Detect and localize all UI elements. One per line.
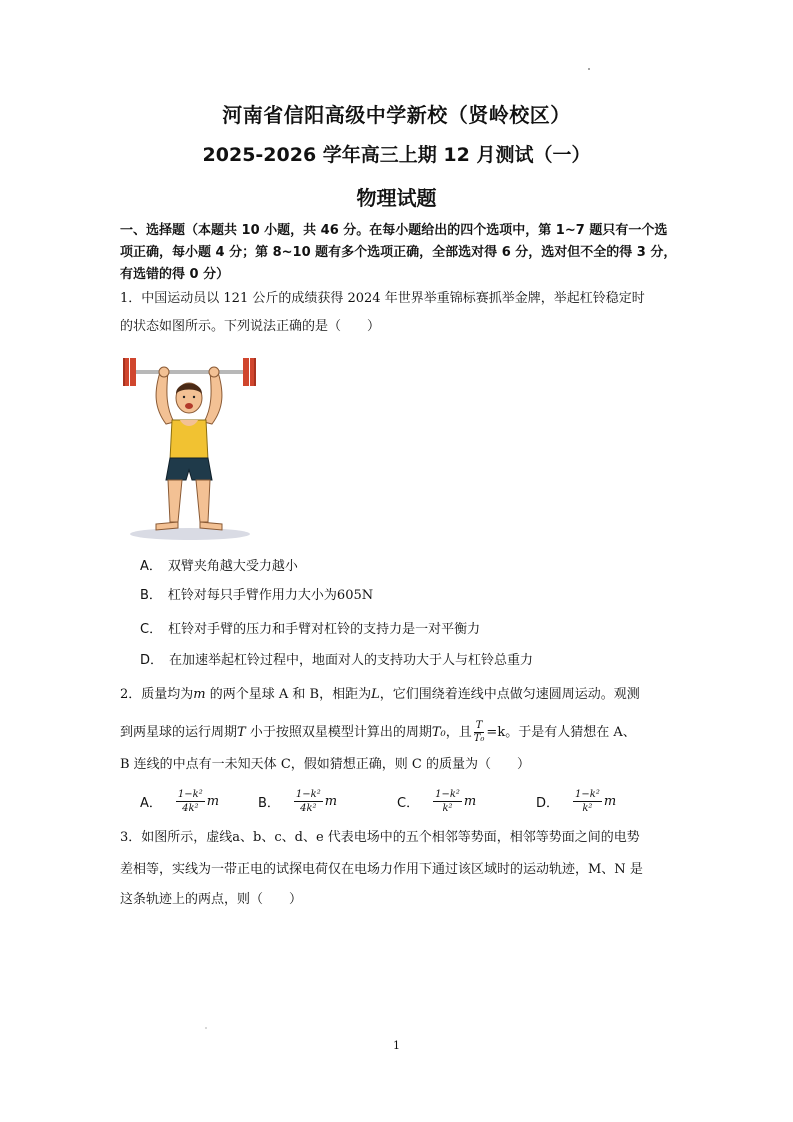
option-letter: C． bbox=[397, 796, 420, 811]
fraction-numerator: 1−k² bbox=[435, 789, 460, 800]
var-T: T bbox=[237, 725, 246, 740]
q2-option-b[interactable] bbox=[258, 788, 337, 815]
subject-title: 物理试题 bbox=[356, 186, 437, 210]
q2-text: =k。于是有人猜想在 A、 bbox=[486, 725, 636, 740]
option-letter: B． bbox=[140, 588, 162, 603]
var-L: L bbox=[371, 687, 380, 702]
option-mass-symbol: m bbox=[603, 794, 617, 809]
q2-option-c[interactable] bbox=[397, 788, 476, 815]
q1-option-c[interactable] bbox=[140, 620, 480, 640]
fraction-numerator: 1−k² bbox=[295, 789, 321, 800]
option-letter: A． bbox=[140, 796, 162, 811]
option-fraction bbox=[433, 788, 462, 815]
option-fraction bbox=[573, 788, 602, 815]
scan-speck bbox=[588, 68, 590, 70]
q2-text: 到两星球的运行周期 bbox=[120, 725, 238, 740]
q1-option-a[interactable] bbox=[140, 557, 298, 577]
q2-text: 的两个星球 A 和 B，相距为 bbox=[205, 687, 372, 702]
option-text: 杠铃对手臂的压力和手臂对杠铃的支持力是一对平衡力 bbox=[168, 622, 481, 637]
q3-stem-line2: 差相等，实线为一带正电的试探电荷仅在电场力作用下通过该区域时的运动轨迹，M、N 是 bbox=[120, 862, 643, 877]
option-mass-symbol: m bbox=[324, 794, 338, 809]
option-letter: A． bbox=[140, 559, 162, 574]
fraction-denominator: 4k² bbox=[300, 803, 317, 814]
school-title: 河南省信阳高级中学新校（贤岭校区） bbox=[222, 103, 571, 127]
fraction-denominator: k² bbox=[442, 803, 453, 814]
section-instructions: 一、选择题（本题共 10 小题，共 46 分。在每小题给出的四个选项中，第 1~7 题只有一个选项正确，每小题 4 分；第 8~10 题有多个选项正确，全部选对得 6 分，选对但不全的得 3 分，有选错的得 0 分） bbox=[120, 223, 677, 282]
q3-stem-line1: 3．如图所示，虚线a、b、c、d、e 代表电场中的五个相邻等势面，相邻等势面之间的电势 bbox=[120, 830, 640, 845]
q1-option-b[interactable] bbox=[140, 586, 373, 606]
fraction-denominator: T₀ bbox=[473, 733, 485, 744]
q2-text: 小于按照双星模型计算出的周期 bbox=[245, 725, 432, 740]
weightlifter-illustration bbox=[120, 352, 260, 544]
option-mass-symbol: m bbox=[463, 794, 477, 809]
option-text: 双臂夹角越大受力越小 bbox=[167, 559, 298, 574]
fraction-denominator: k² bbox=[582, 803, 593, 814]
q1-stem-line2: 的状态如图所示。下列说法正确的是（ ） bbox=[120, 319, 381, 334]
q1-option-d[interactable] bbox=[140, 651, 533, 671]
exam-title: 2025-2026 学年高三上期 12 月测试（一） bbox=[202, 144, 591, 166]
q2-stem-line2 bbox=[120, 718, 680, 748]
q1-stem-line1: 1．中国运动员以 121 公斤的成绩获得 2024 年世界举重锦标赛抓举金牌，举起杠铃稳定时 bbox=[120, 291, 645, 306]
q3-stem-line3: 这条轨迹上的两点，则（ ） bbox=[120, 892, 303, 907]
q2-text: ，且 bbox=[445, 725, 472, 740]
scan-speck bbox=[205, 1027, 207, 1029]
option-letter: D． bbox=[140, 653, 164, 668]
option-text: 杠铃对每只手臂作用力大小为605N bbox=[167, 588, 374, 603]
var-m: m bbox=[193, 687, 206, 702]
ratio-fraction bbox=[474, 720, 485, 745]
q2-option-d[interactable] bbox=[536, 788, 616, 815]
q2-text: 2．质量均为 bbox=[120, 687, 194, 702]
option-fraction bbox=[294, 788, 323, 815]
q2-stem-line3: B 连线的中点有一未知天体 C，假如猜想正确，则 C 的质量为（ ） bbox=[120, 757, 530, 772]
fraction-numerator: 1−k² bbox=[575, 789, 600, 800]
option-mass-symbol: m bbox=[206, 794, 220, 809]
q2-stem-line1 bbox=[120, 680, 680, 710]
option-letter: C． bbox=[140, 622, 163, 637]
option-letter: D． bbox=[536, 796, 560, 811]
fraction-numerator: T bbox=[475, 720, 483, 731]
var-T0: T₀ bbox=[431, 725, 446, 740]
option-text: 在加速举起杠铃过程中，地面对人的支持功大于人与杠铃总重力 bbox=[169, 653, 534, 668]
option-fraction bbox=[176, 788, 205, 815]
option-letter: B． bbox=[258, 796, 280, 811]
page-number: 1 bbox=[393, 1039, 400, 1052]
q2-option-a[interactable] bbox=[140, 788, 219, 815]
q2-text: ，它们围绕着连线中点做匀速圆周运动。观测 bbox=[379, 687, 640, 702]
fraction-numerator: 1−k² bbox=[177, 789, 203, 800]
fraction-denominator: 4k² bbox=[182, 803, 199, 814]
